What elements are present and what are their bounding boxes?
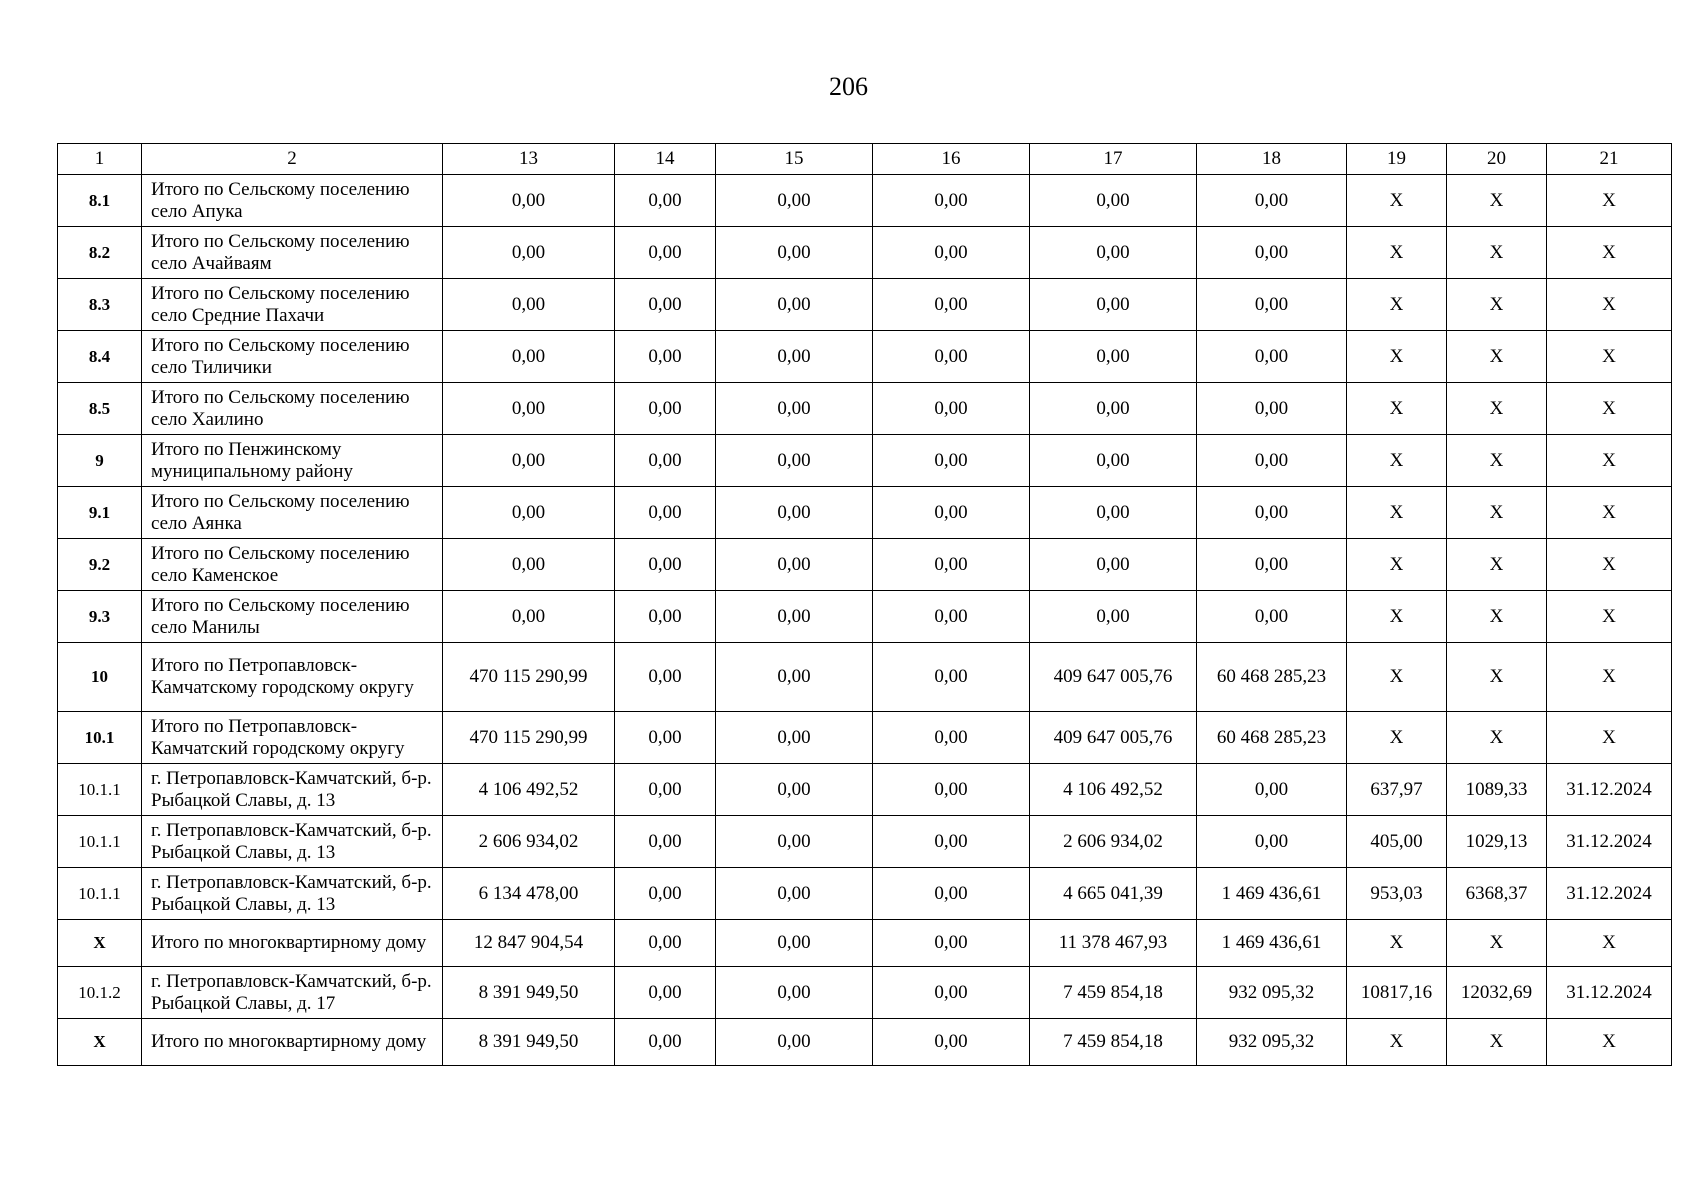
value-cell: 0,00: [716, 764, 873, 816]
value-cell: 0,00: [716, 1019, 873, 1066]
value-cell: 4 665 041,39: [1030, 868, 1197, 920]
value-cell: 0,00: [443, 331, 615, 383]
value-cell: 0,00: [443, 487, 615, 539]
value-cell: X: [1447, 383, 1547, 435]
value-cell: X: [1347, 279, 1447, 331]
value-cell: 8 391 949,50: [443, 967, 615, 1019]
value-cell: X: [1347, 227, 1447, 279]
header-cell: 17: [1030, 144, 1197, 175]
value-cell: 0,00: [615, 868, 716, 920]
value-cell: 8 391 949,50: [443, 1019, 615, 1066]
table-row: [58, 764, 1672, 816]
value-cell: 0,00: [615, 331, 716, 383]
value-cell: 0,00: [716, 920, 873, 967]
value-cell: 0,00: [443, 539, 615, 591]
row-number-cell: 10.1.2: [58, 967, 142, 1019]
value-cell: 0,00: [873, 279, 1030, 331]
value-cell: X: [1447, 175, 1547, 227]
value-cell: 0,00: [716, 383, 873, 435]
value-cell: 0,00: [873, 967, 1030, 1019]
value-cell: X: [1547, 331, 1672, 383]
row-name-cell: Итого по многоквартирному дому: [142, 1019, 443, 1066]
value-cell: X: [1447, 331, 1547, 383]
row-name-cell: Итого по Сельскому поселению село Каменское: [142, 539, 443, 591]
header-row: [58, 144, 1672, 175]
value-cell: 0,00: [1030, 279, 1197, 331]
value-cell: 0,00: [716, 591, 873, 643]
value-cell: 409 647 005,76: [1030, 643, 1197, 712]
table-row: [58, 435, 1672, 487]
value-cell: 0,00: [716, 539, 873, 591]
value-cell: 60 468 285,23: [1197, 712, 1347, 764]
value-cell: 0,00: [873, 712, 1030, 764]
value-cell: X: [1547, 383, 1672, 435]
value-cell: 470 115 290,99: [443, 643, 615, 712]
row-number-cell: 8.2: [58, 227, 142, 279]
table-row: [58, 643, 1672, 712]
value-cell: 953,03: [1347, 868, 1447, 920]
value-cell: 0,00: [716, 643, 873, 712]
value-cell: 0,00: [1197, 764, 1347, 816]
value-cell: 0,00: [615, 383, 716, 435]
value-cell: X: [1447, 591, 1547, 643]
row-number-cell: 10.1.1: [58, 764, 142, 816]
value-cell: 0,00: [873, 764, 1030, 816]
table-row: [58, 331, 1672, 383]
value-cell: X: [1547, 279, 1672, 331]
value-cell: 932 095,32: [1197, 1019, 1347, 1066]
value-cell: 0,00: [1197, 591, 1347, 643]
row-number-cell: 10.1.1: [58, 816, 142, 868]
value-cell: 0,00: [1197, 227, 1347, 279]
row-name-cell: Итого по Сельскому поселению село Средние Пахачи: [142, 279, 443, 331]
value-cell: X: [1447, 227, 1547, 279]
header-cell: 16: [873, 144, 1030, 175]
row-number-cell: 10: [58, 643, 142, 712]
value-cell: X: [1447, 539, 1547, 591]
value-cell: X: [1447, 487, 1547, 539]
value-cell: 0,00: [873, 920, 1030, 967]
value-cell: 0,00: [1197, 816, 1347, 868]
value-cell: 0,00: [873, 331, 1030, 383]
table-row: [58, 1019, 1672, 1066]
value-cell: 0,00: [1030, 591, 1197, 643]
value-cell: 0,00: [443, 591, 615, 643]
row-name-cell: г. Петропавловск-Камчатский, б-р. Рыбацкой Славы, д. 17: [142, 967, 443, 1019]
row-number-cell: 8.5: [58, 383, 142, 435]
value-cell: 0,00: [1197, 279, 1347, 331]
value-cell: 0,00: [873, 539, 1030, 591]
value-cell: 0,00: [615, 539, 716, 591]
table-row: [58, 920, 1672, 967]
table-row: [58, 591, 1672, 643]
row-number-cell: 10.1.1: [58, 868, 142, 920]
value-cell: 1 469 436,61: [1197, 920, 1347, 967]
row-name-cell: Итого по Сельскому поселению село Манилы: [142, 591, 443, 643]
value-cell: 0,00: [615, 435, 716, 487]
value-cell: 0,00: [1197, 539, 1347, 591]
value-cell: 0,00: [873, 383, 1030, 435]
value-cell: X: [1347, 591, 1447, 643]
row-name-cell: Итого по Петропавловск-Камчатский городскому округу: [142, 712, 443, 764]
value-cell: 0,00: [1197, 435, 1347, 487]
table-row: [58, 383, 1672, 435]
value-cell: X: [1547, 539, 1672, 591]
value-cell: 0,00: [615, 487, 716, 539]
value-cell: 0,00: [1197, 487, 1347, 539]
value-cell: 0,00: [873, 1019, 1030, 1066]
value-cell: 0,00: [1030, 227, 1197, 279]
row-name-cell: Итого по Сельскому поселению село Хаилино: [142, 383, 443, 435]
row-number-cell: 8.4: [58, 331, 142, 383]
value-cell: X: [1347, 539, 1447, 591]
value-cell: 0,00: [716, 712, 873, 764]
value-cell: 0,00: [873, 227, 1030, 279]
row-name-cell: г. Петропавловск-Камчатский, б-р. Рыбацкой Славы, д. 13: [142, 868, 443, 920]
value-cell: X: [1347, 487, 1447, 539]
header-cell: 21: [1547, 144, 1672, 175]
value-cell: 1029,13: [1447, 816, 1547, 868]
value-cell: X: [1347, 383, 1447, 435]
value-cell: 0,00: [716, 227, 873, 279]
value-cell: 0,00: [615, 712, 716, 764]
value-cell: X: [1447, 1019, 1547, 1066]
table-row: [58, 868, 1672, 920]
row-name-cell: Итого по Сельскому поселению село Апука: [142, 175, 443, 227]
value-cell: 2 606 934,02: [1030, 816, 1197, 868]
value-cell: X: [1347, 1019, 1447, 1066]
row-number-cell: 9: [58, 435, 142, 487]
value-cell: X: [1547, 175, 1672, 227]
value-cell: 6368,37: [1447, 868, 1547, 920]
header-cell: 2: [142, 144, 443, 175]
value-cell: 6 134 478,00: [443, 868, 615, 920]
value-cell: 0,00: [615, 967, 716, 1019]
value-cell: X: [1547, 920, 1672, 967]
value-cell: 0,00: [443, 175, 615, 227]
value-cell: X: [1447, 279, 1547, 331]
table-row: [58, 487, 1672, 539]
value-cell: 31.12.2024: [1547, 764, 1672, 816]
table-row: [58, 967, 1672, 1019]
value-cell: 0,00: [716, 487, 873, 539]
header-cell: 15: [716, 144, 873, 175]
value-cell: 2 606 934,02: [443, 816, 615, 868]
value-cell: 637,97: [1347, 764, 1447, 816]
value-cell: 0,00: [1197, 331, 1347, 383]
table-row: [58, 279, 1672, 331]
table-row: [58, 539, 1672, 591]
value-cell: 0,00: [615, 279, 716, 331]
value-cell: 0,00: [716, 175, 873, 227]
value-cell: 0,00: [443, 279, 615, 331]
header-cell: 13: [443, 144, 615, 175]
value-cell: X: [1447, 435, 1547, 487]
value-cell: 10817,16: [1347, 967, 1447, 1019]
table-row: [58, 175, 1672, 227]
data-table: [57, 143, 1672, 1066]
row-number-cell: X: [58, 1019, 142, 1066]
row-name-cell: г. Петропавловск-Камчатский, б-р. Рыбацкой Славы, д. 13: [142, 764, 443, 816]
value-cell: 0,00: [873, 591, 1030, 643]
value-cell: X: [1347, 643, 1447, 712]
row-number-cell: 10.1: [58, 712, 142, 764]
value-cell: 0,00: [1030, 487, 1197, 539]
value-cell: 0,00: [615, 764, 716, 816]
table-row: [58, 227, 1672, 279]
value-cell: 0,00: [873, 435, 1030, 487]
value-cell: 0,00: [615, 227, 716, 279]
row-number-cell: 8.3: [58, 279, 142, 331]
value-cell: 470 115 290,99: [443, 712, 615, 764]
value-cell: 0,00: [873, 487, 1030, 539]
value-cell: X: [1547, 1019, 1672, 1066]
row-name-cell: г. Петропавловск-Камчатский, б-р. Рыбацкой Славы, д. 13: [142, 816, 443, 868]
header-cell: 20: [1447, 144, 1547, 175]
value-cell: 0,00: [615, 175, 716, 227]
row-name-cell: Итого по Сельскому поселению село Аянка: [142, 487, 443, 539]
value-cell: 0,00: [716, 967, 873, 1019]
page-number: 206: [829, 72, 868, 101]
value-cell: 4 106 492,52: [443, 764, 615, 816]
value-cell: 31.12.2024: [1547, 967, 1672, 1019]
value-cell: 0,00: [873, 816, 1030, 868]
value-cell: X: [1347, 920, 1447, 967]
value-cell: 0,00: [615, 643, 716, 712]
value-cell: 0,00: [1197, 383, 1347, 435]
row-number-cell: 9.1: [58, 487, 142, 539]
row-name-cell: Итого по Сельскому поселению село Ачайваям: [142, 227, 443, 279]
row-number-cell: 8.1: [58, 175, 142, 227]
value-cell: 4 106 492,52: [1030, 764, 1197, 816]
value-cell: X: [1347, 712, 1447, 764]
value-cell: 0,00: [716, 331, 873, 383]
value-cell: X: [1547, 435, 1672, 487]
row-name-cell: Итого по Пенжинскому муниципальному району: [142, 435, 443, 487]
value-cell: 0,00: [1030, 435, 1197, 487]
table-row: [58, 816, 1672, 868]
value-cell: 12032,69: [1447, 967, 1547, 1019]
value-cell: X: [1447, 920, 1547, 967]
header-cell: 14: [615, 144, 716, 175]
value-cell: X: [1547, 591, 1672, 643]
value-cell: 409 647 005,76: [1030, 712, 1197, 764]
row-number-cell: 9.3: [58, 591, 142, 643]
value-cell: 0,00: [615, 816, 716, 868]
value-cell: 0,00: [615, 1019, 716, 1066]
header-cell: 18: [1197, 144, 1347, 175]
value-cell: X: [1547, 487, 1672, 539]
value-cell: 0,00: [716, 279, 873, 331]
value-cell: 0,00: [716, 435, 873, 487]
value-cell: X: [1447, 712, 1547, 764]
value-cell: 0,00: [1030, 175, 1197, 227]
value-cell: X: [1347, 435, 1447, 487]
value-cell: X: [1547, 712, 1672, 764]
value-cell: 60 468 285,23: [1197, 643, 1347, 712]
row-number-cell: X: [58, 920, 142, 967]
value-cell: 0,00: [443, 435, 615, 487]
value-cell: X: [1447, 643, 1547, 712]
value-cell: 0,00: [615, 591, 716, 643]
value-cell: X: [1347, 331, 1447, 383]
value-cell: 12 847 904,54: [443, 920, 615, 967]
value-cell: 0,00: [716, 816, 873, 868]
value-cell: 1 469 436,61: [1197, 868, 1347, 920]
value-cell: X: [1547, 227, 1672, 279]
value-cell: X: [1347, 175, 1447, 227]
value-cell: 7 459 854,18: [1030, 1019, 1197, 1066]
value-cell: 0,00: [1030, 331, 1197, 383]
value-cell: 0,00: [716, 868, 873, 920]
value-cell: 7 459 854,18: [1030, 967, 1197, 1019]
value-cell: 0,00: [443, 383, 615, 435]
value-cell: 11 378 467,93: [1030, 920, 1197, 967]
value-cell: 405,00: [1347, 816, 1447, 868]
value-cell: 31.12.2024: [1547, 816, 1672, 868]
value-cell: 0,00: [443, 227, 615, 279]
row-name-cell: Итого по Сельскому поселению село Тиличики: [142, 331, 443, 383]
value-cell: 31.12.2024: [1547, 868, 1672, 920]
row-name-cell: Итого по многоквартирному дому: [142, 920, 443, 967]
value-cell: 0,00: [615, 920, 716, 967]
value-cell: X: [1547, 643, 1672, 712]
header-cell: 1: [58, 144, 142, 175]
value-cell: 0,00: [873, 868, 1030, 920]
value-cell: 0,00: [873, 175, 1030, 227]
value-cell: 1089,33: [1447, 764, 1547, 816]
value-cell: 0,00: [1197, 175, 1347, 227]
header-cell: 19: [1347, 144, 1447, 175]
value-cell: 0,00: [873, 643, 1030, 712]
row-number-cell: 9.2: [58, 539, 142, 591]
value-cell: 0,00: [1030, 383, 1197, 435]
value-cell: 0,00: [1030, 539, 1197, 591]
table-row: [58, 712, 1672, 764]
row-name-cell: Итого по Петропавловск-Камчатскому городскому округу: [142, 643, 443, 712]
value-cell: 932 095,32: [1197, 967, 1347, 1019]
